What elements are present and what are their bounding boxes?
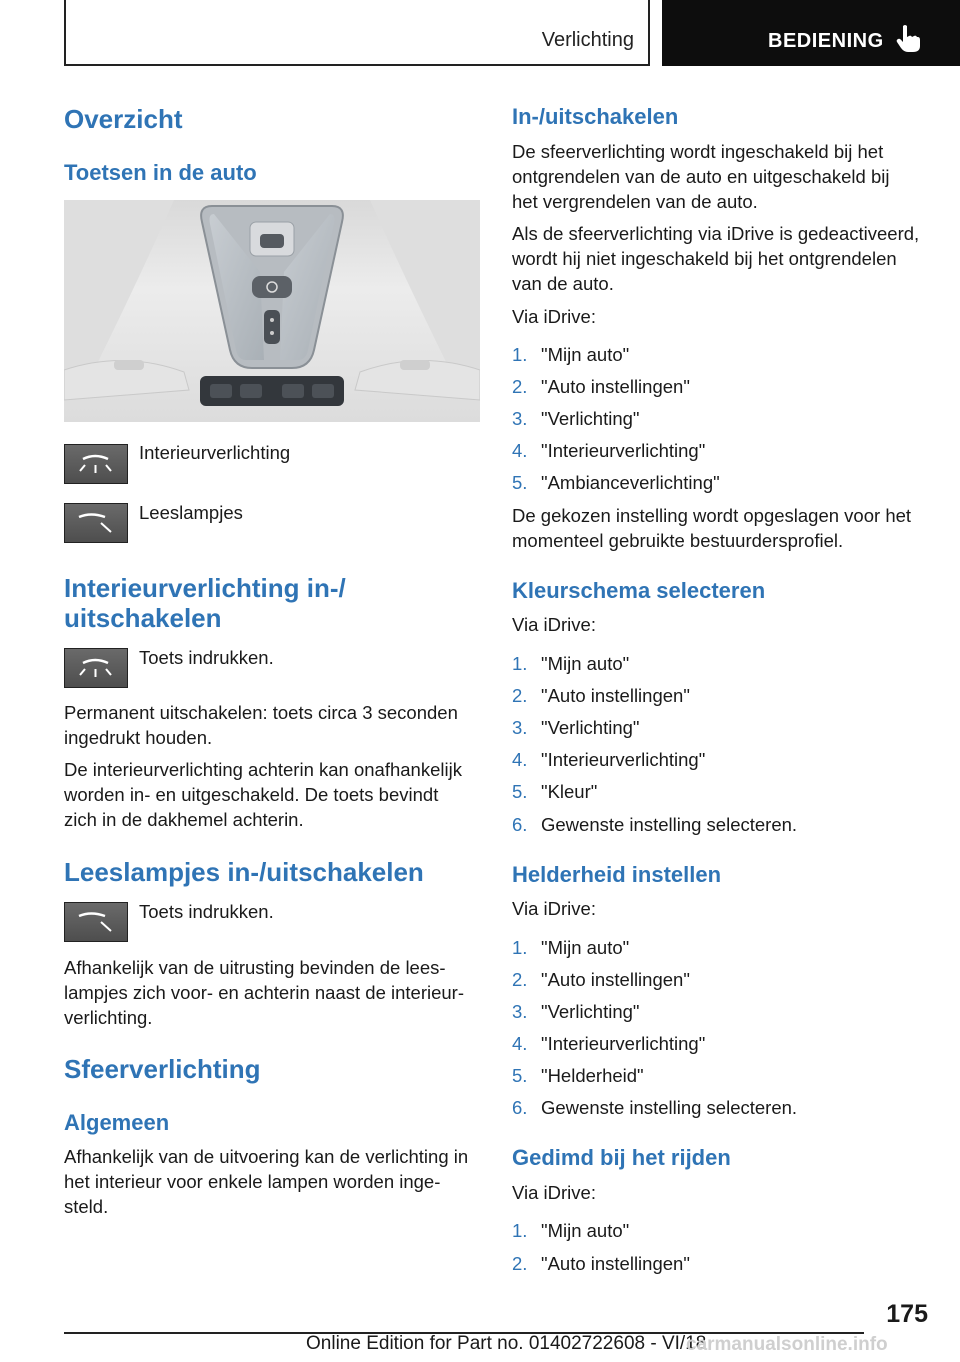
- heading-gedimd: Gedimd bij het rijden: [512, 1145, 731, 1170]
- heading-overzicht: Overzicht: [64, 104, 183, 134]
- list-text: "Verlichting": [541, 408, 640, 429]
- list-number: 5.: [512, 1065, 528, 1086]
- reading-light-icon-2: [64, 902, 128, 942]
- list-text: "Mijn auto": [541, 937, 630, 958]
- heading-leeslampjes: Leeslampjes in-/uitschakelen: [64, 857, 424, 887]
- list-text: "Interieurverlichting": [541, 1033, 706, 1054]
- interior-light-label: Interieurverlichting: [139, 442, 291, 463]
- inuit-p1-line2: ontgrendelen van de auto en uitgeschakeld bij: [512, 166, 890, 187]
- reading-p1-line1: Afhankelijk van de uitrusting bevinden de lees-: [64, 957, 446, 978]
- header-chapter-title: BEDIENING: [768, 30, 884, 52]
- list-number: 4.: [512, 1033, 528, 1054]
- list-text: "Kleur": [541, 781, 598, 802]
- pointing-hand-icon: [894, 24, 922, 54]
- reading-light-label: Leeslampjes: [139, 502, 243, 523]
- list-text: Gewenste instelling selecteren.: [541, 1097, 798, 1118]
- reading-light-icon: [64, 503, 128, 543]
- list-text: "Interieurverlichting": [541, 440, 706, 461]
- algemeen-line1: Afhankelijk van de uitvoering kan de verlichting in: [64, 1146, 469, 1167]
- list-number: 3.: [512, 408, 528, 429]
- interior-press-text: Toets indrukken.: [139, 647, 274, 668]
- list-number: 3.: [512, 717, 528, 738]
- interior-p2-line2: worden in- en uitgeschakeld. De toets bevindt: [64, 784, 439, 805]
- heading-kleurschema: Kleurschema selecteren: [512, 578, 766, 603]
- list-number: 2.: [512, 969, 528, 990]
- via-idrive-4: Via iDrive:: [512, 1182, 596, 1203]
- heading-algemeen: Algemeen: [64, 1110, 170, 1135]
- inuit-p2-line2: wordt hij niet ingeschakeld bij het ontgrendelen: [512, 248, 897, 269]
- list-text: "Verlichting": [541, 1001, 640, 1022]
- header-section-box: [64, 0, 650, 66]
- list-number: 5.: [512, 472, 528, 493]
- list-number: 4.: [512, 749, 528, 770]
- reading-p1-line2: lampjes zich voor- en achterin naast de interieur-: [64, 982, 464, 1003]
- interior-p1-line2: ingedrukt houden.: [64, 727, 213, 748]
- via-idrive-1: Via iDrive:: [512, 306, 596, 327]
- list-text: "Ambianceverlichting": [541, 472, 720, 493]
- list-text: "Auto instellingen": [541, 376, 690, 397]
- roof-console-photo: [64, 200, 480, 422]
- list-text: "Auto instellingen": [541, 685, 690, 706]
- heading-helderheid: Helderheid instellen: [512, 862, 722, 887]
- algemeen-line3: steld.: [64, 1196, 109, 1217]
- list-number: 5.: [512, 781, 528, 802]
- list-text: "Interieurverlichting": [541, 749, 706, 770]
- list-text: "Mijn auto": [541, 1220, 630, 1241]
- interior-p2-line1: De interieurverlichting achterin kan onafhankelijk: [64, 759, 462, 780]
- inuit-p2-line3: van de auto.: [512, 273, 614, 294]
- inuit-p1-line3: het vergrendelen van de auto.: [512, 191, 758, 212]
- heading-toetsen: Toetsen in de auto: [64, 160, 257, 185]
- list-number: 6.: [512, 1097, 528, 1118]
- list-text: "Mijn auto": [541, 344, 630, 365]
- list-number: 6.: [512, 814, 528, 835]
- list-number: 2.: [512, 1253, 528, 1274]
- reading-press-text: Toets indrukken.: [139, 901, 274, 922]
- interior-light-icon: [64, 444, 128, 484]
- list-number: 3.: [512, 1001, 528, 1022]
- inuit-p1-line1: De sfeerverlichting wordt ingeschakeld bij het: [512, 141, 884, 162]
- interior-light-icon-2: [64, 648, 128, 688]
- list-number: 2.: [512, 376, 528, 397]
- inuit-p2-line1: Als de sfeerverlichting via iDrive is gedeactiveerd,: [512, 223, 920, 244]
- list-text: Gewenste instelling selecteren.: [541, 814, 798, 835]
- header-chapter-tab: [662, 0, 960, 66]
- list-number: 1.: [512, 653, 528, 674]
- footer-watermark: carmanualsonline.info: [686, 1334, 888, 1355]
- list-number: 4.: [512, 440, 528, 461]
- page-number: 175: [886, 1300, 928, 1328]
- list-number: 1.: [512, 937, 528, 958]
- interior-p1-line1: Permanent uitschakelen: toets circa 3 seconden: [64, 702, 458, 723]
- list-text: "Auto instellingen": [541, 969, 690, 990]
- algemeen-line2: het interieur voor enkele lampen worden inge-: [64, 1171, 441, 1192]
- via-idrive-2: Via iDrive:: [512, 614, 596, 635]
- list-number: 2.: [512, 685, 528, 706]
- list-number: 1.: [512, 344, 528, 365]
- heading-interieur-line1: Interieurverlichting in-/: [64, 573, 346, 603]
- heading-interieur-line2: uitschakelen: [64, 603, 222, 633]
- interior-p2-line3: zich in de dakhemel achterin.: [64, 809, 304, 830]
- list-text: "Auto instellingen": [541, 1253, 690, 1274]
- footer-edition: Online Edition for Part no. 01402722608 - VI/18: [306, 1333, 707, 1354]
- list-text: "Mijn auto": [541, 653, 630, 674]
- heading-sfeerverlichting: Sfeerverlichting: [64, 1054, 261, 1084]
- list-text: "Verlichting": [541, 717, 640, 738]
- list-number: 1.: [512, 1220, 528, 1241]
- list-text: "Helderheid": [541, 1065, 644, 1086]
- via-idrive-3: Via iDrive:: [512, 898, 596, 919]
- header-section-title: Verlichting: [541, 29, 634, 51]
- inuit-p3-line2: momenteel gebruikte bestuurdersprofiel.: [512, 530, 844, 551]
- reading-p1-line3: verlichting.: [64, 1007, 153, 1028]
- inuit-p3-line1: De gekozen instelling wordt opgeslagen voor het: [512, 505, 912, 526]
- heading-in-uitschakelen: In-/uitschakelen: [512, 104, 679, 129]
